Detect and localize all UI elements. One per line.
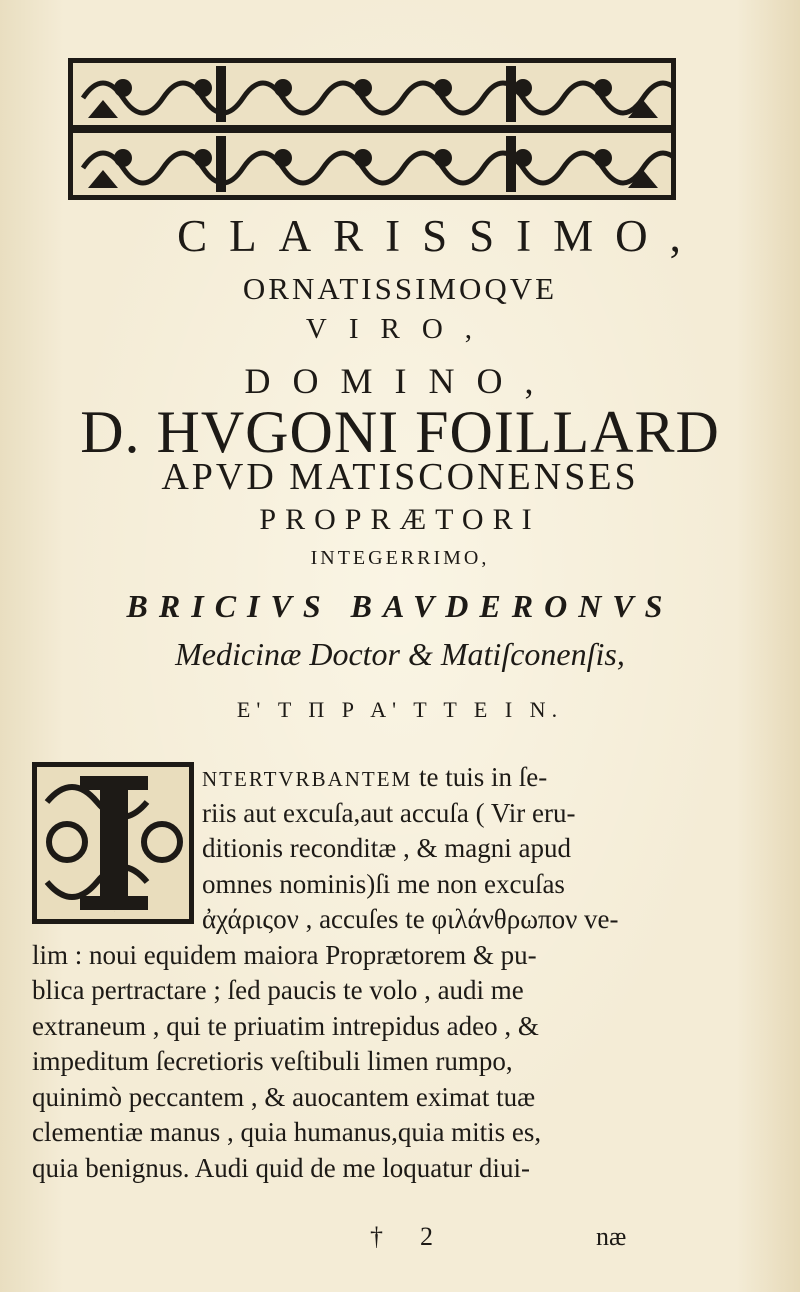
title-line-office: PROPRÆTORI	[259, 503, 541, 536]
body-line-7: blica pertractare ; ſed paucis te volo , audi me	[32, 975, 524, 1005]
author-name: BRICIVS BAVDERONVS	[126, 588, 674, 624]
body-line-8: extraneum , qui te priuatim intrepidus adeo , &	[32, 1010, 539, 1041]
greek-heading: E' Τ Π Ρ Α' Τ Τ Ε Ι Ν.	[236, 697, 564, 722]
signature-mark: 2	[420, 1222, 433, 1251]
body-line-9: impeditum ſecretioris veſtibuli limen rumpo,	[32, 1046, 513, 1076]
smallcaps-word: NTERTVRBANTEM	[202, 767, 413, 791]
title-line-dedicatee-name: D. HVGONI FOILLARD	[80, 399, 720, 465]
decorated-initial	[32, 762, 194, 924]
body-line-11: clementiæ manus , quia humanus,quia mitis es,	[32, 1117, 542, 1147]
ornamental-headpiece	[68, 58, 676, 200]
title-line-integerrimo: INTEGERRIMO,	[310, 547, 490, 569]
title-line-ornatissimoque: ORNATISSIMOQVE	[242, 271, 558, 306]
body-line-4: omnes nominis)ſi me non excuſas	[202, 868, 565, 899]
initial-letter: I	[114, 912, 115, 913]
body-line-3: ditionis reconditæ , & magni apud	[202, 833, 571, 863]
signature-dagger: †	[370, 1222, 383, 1251]
title-line-clarissimo: CLARISSIMO,	[177, 211, 703, 261]
body-line-6: lim : noui equidem maiora Proprætorem & pu-	[32, 939, 537, 970]
title-line-domino: DOMINO,	[244, 361, 556, 401]
title-line-viro: VIRO,	[305, 313, 495, 345]
author-title: Medicinæ Doctor & Matiſconenſis,	[175, 636, 625, 672]
page-footer	[0, 1222, 800, 1252]
body-line-5: ἀχάριςον , accuſes te φιλάνθρωπον ve-	[202, 904, 619, 934]
title-line-place: APVD MATISCONENSES	[161, 456, 639, 498]
body-line-10: quinimò peccantem , & auocantem eximat tuæ	[32, 1081, 536, 1112]
catchword: næ	[596, 1222, 627, 1251]
body-line-1: NTERTVRBANTEM te tuis in ſe-	[202, 762, 548, 792]
body-line-12: quia benignus. Audi quid de me loquatur diui-	[32, 1152, 530, 1183]
body-line-2: riis aut excuſa,aut accuſa ( Vir eru-	[202, 797, 576, 828]
